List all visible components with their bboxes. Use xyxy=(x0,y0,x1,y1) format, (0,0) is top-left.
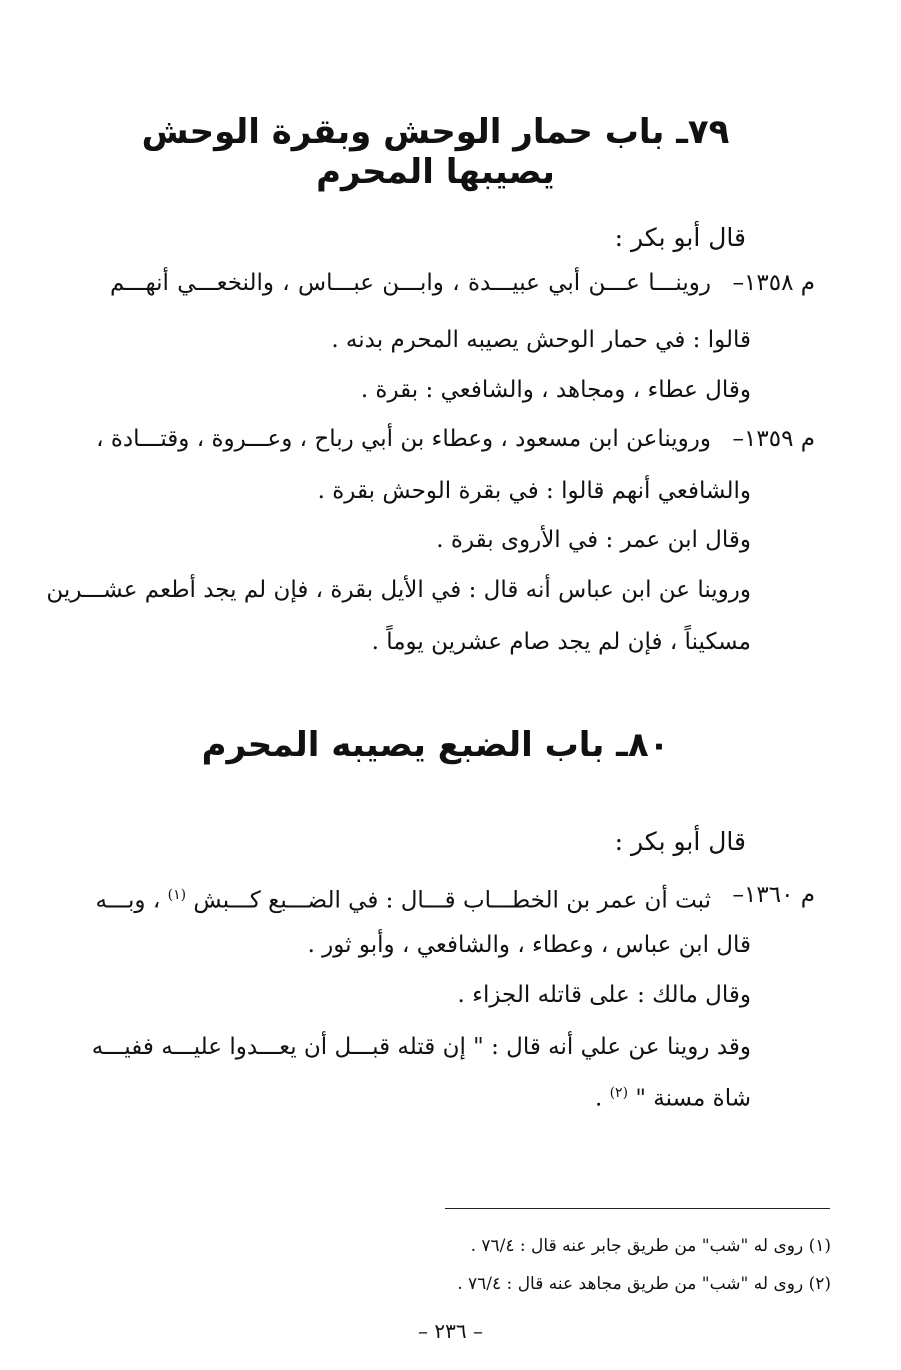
entry-text xyxy=(595,1078,751,1114)
entry-text: مسكيناً ، فإن لم يجد صام عشرين يوماً . xyxy=(371,629,751,655)
entry-text: قال ابن عباس ، وعطاء ، والشافعي ، وأبو ثور . xyxy=(307,932,751,958)
entry-number: م ١٣٥٨– xyxy=(732,270,815,296)
footnote: (١) روى له "شب" من طريق جابر عنه قال : ٧٦/٤ . xyxy=(470,1236,831,1256)
chapter-title: ٧٩ـ باب حمار الوحش وبقرة الوحش يصيبها المحرم xyxy=(141,112,730,192)
entry-text: وقال ابن عمر : في الأروى بقرة . xyxy=(436,527,751,553)
entry-text xyxy=(95,880,711,916)
entry-text: ورويناعن ابن مسعود ، وعطاء بن أبي رباح ، وعـــروة ، وقتـــادة ، xyxy=(96,426,711,452)
page-number: – ٢٣٦ – xyxy=(418,1319,483,1343)
entry-text: وروينا عن ابن عباس أنه قال : في الأيل بقرة ، فإن لم يجد أطعم عشـــرين xyxy=(46,577,751,603)
entry-text: قالوا : في حمار الوحش يصيبه المحرم بدنه . xyxy=(331,327,751,353)
footnote-marker: (٢) xyxy=(609,1085,629,1101)
entry-text: روينـــا عـــن أبي عبيـــدة ، وابـــن عبـــاس ، والنخعـــي أنهـــم xyxy=(110,270,711,296)
entry-text: والشافعي أنهم قالوا : في بقرة الوحش بقرة . xyxy=(317,478,751,504)
entry-text-part: . xyxy=(594,1085,603,1112)
footnote-divider xyxy=(445,1208,830,1209)
entry-number: م ١٣٦٠– xyxy=(732,882,815,908)
footnote: (٢) روى له "شب" من طريق مجاهد عنه قال : ٧٦/٤ . xyxy=(457,1274,831,1294)
intro-line: قال أبو بكر : xyxy=(614,223,746,252)
entry-text-part: ، وبـــه xyxy=(95,887,161,914)
entry-text: وقد روينا عن علي أنه قال : " إن قتله قبـــل أن يعـــدوا عليـــه ففيـــه xyxy=(91,1034,751,1060)
entry-number: م ١٣٥٩– xyxy=(732,426,815,452)
chapter-title: ٨٠ـ باب الضبع يصيبه المحرم xyxy=(201,725,670,765)
intro-line: قال أبو بكر : xyxy=(614,827,746,856)
entry-text-part: ثبت أن عمر بن الخطـــاب قـــال : في الضـــبع كـــبش xyxy=(193,887,711,914)
entry-text-part: شاة مسنة " xyxy=(635,1085,751,1112)
footnote-marker: (١) xyxy=(167,887,187,903)
entry-text: وقال عطاء ، ومجاهد ، والشافعي : بقرة . xyxy=(360,377,751,403)
entry-text: وقال مالك : على قاتله الجزاء . xyxy=(457,982,751,1008)
